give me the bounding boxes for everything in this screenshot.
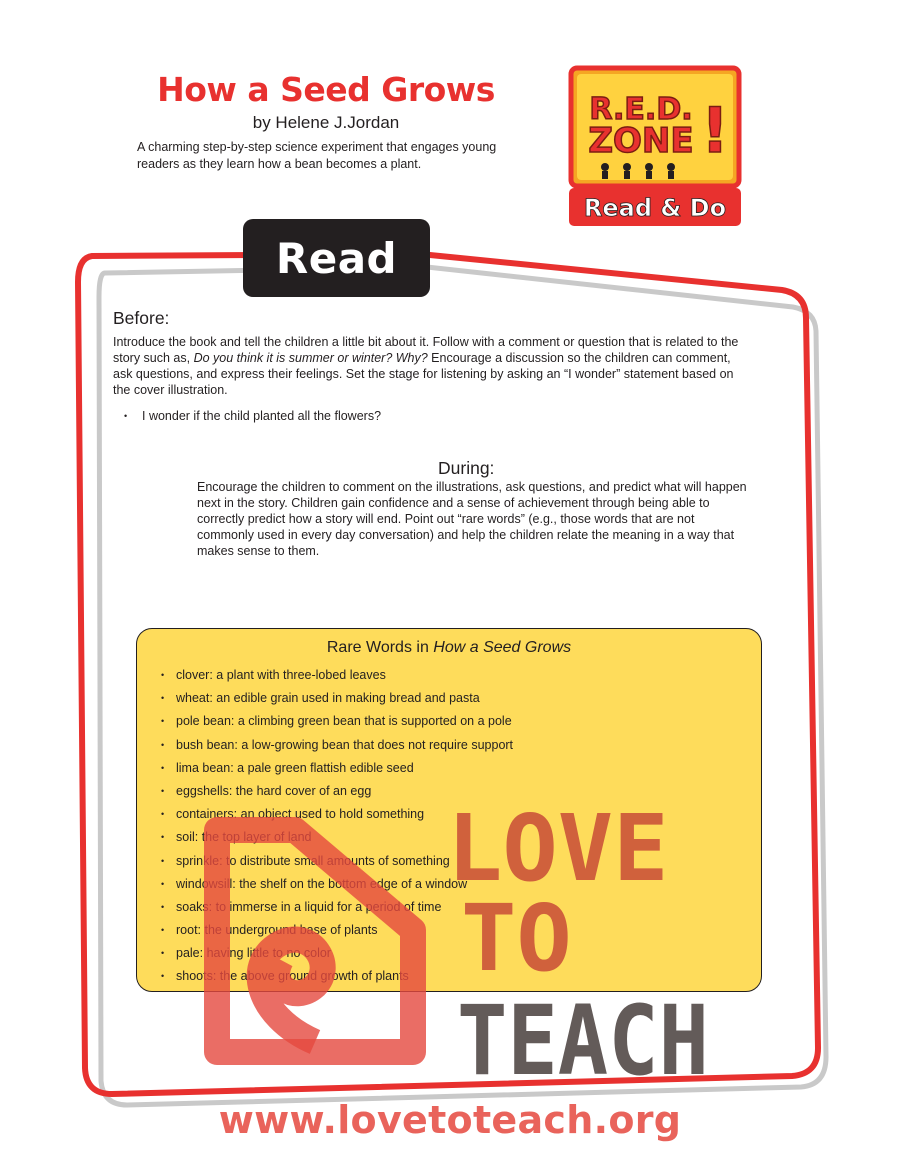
logo-red-text: R.E.D.	[589, 92, 693, 127]
rare-title-prefix: Rare Words in	[326, 639, 434, 656]
before-bullet-text: I wonder if the child planted all the flowers?	[142, 409, 382, 423]
rare-word-text: shoots: the above ground growth of plants	[176, 969, 409, 984]
watermark-to: TO	[461, 885, 572, 992]
bullet-dot-icon: •	[161, 925, 165, 936]
rare-word-text: bush bean: a low-growing bean that does not require support	[176, 737, 514, 752]
bullet-dot-icon: •	[124, 411, 128, 421]
bullet-dot-icon: •	[161, 855, 165, 866]
bullet-dot-icon: •	[161, 716, 165, 727]
rare-word-text: eggshells: the hard cover of an egg	[176, 783, 372, 798]
during-paragraph: Encourage the children to comment on the illustrations, ask questions, and predict what will happen next in the story. Children gain confidence and a sense of achievement through being able to correctly predict how a story will end. Point out “rare words” (e.g., those words that are not commonly used in every day conversation) and help the children relate the meaning in a way that makes sense to them.	[197, 480, 747, 558]
read-tab: Read	[243, 219, 430, 297]
watermark-teach: TEACH	[457, 985, 709, 1097]
rare-word-text: soil: the top layer of land	[176, 830, 312, 845]
logo-tagline: Read & Do	[583, 194, 727, 222]
rare-words-title	[137, 639, 761, 657]
author-line: by Helene J.Jordan	[252, 113, 400, 132]
rare-word-text: root: the underground base of plants	[176, 923, 378, 938]
bullet-dot-icon: •	[161, 693, 165, 704]
rare-word-text: wheat: an edible grain used in making bread and pasta	[176, 691, 480, 706]
rare-word-text: pale: having little to no color	[176, 946, 331, 961]
book-description: A charming step-by-step science experiment that engages young readers as they learn how a bean becomes a plant.	[137, 140, 497, 171]
bullet-dot-icon: •	[161, 832, 165, 843]
rare-word-text: lima bean: a pale green flattish edible seed	[176, 760, 414, 775]
before-bullet	[124, 409, 381, 423]
rare-title-italic: How a Seed Grows	[433, 639, 572, 656]
watermark-logo-icon	[217, 830, 413, 1052]
bullet-dot-icon: •	[161, 762, 165, 773]
before-text-2: Encourage a discussion so the children can comment, ask questions, and express their feelings. Set the stage for listening by asking an “I wonder” statement based on the cover illustration.	[113, 351, 734, 397]
list-item	[161, 687, 513, 710]
rare-word-text: containers: an object used to hold something	[176, 807, 425, 822]
bullet-dot-icon: •	[161, 878, 165, 889]
watermark-url: www.lovetoteach.org	[218, 1098, 682, 1142]
bullet-dot-icon: •	[161, 971, 165, 982]
bullet-dot-icon: •	[161, 901, 165, 912]
rare-word-text: windowsill: the shelf on the bottom edge of a window	[176, 876, 468, 891]
before-heading: Before:	[113, 308, 170, 328]
logo-exclaim: !	[700, 94, 730, 167]
logo-zone-text: ZONE	[588, 121, 694, 161]
red-zone-logo	[565, 64, 745, 228]
watermark-love: LOVE	[447, 795, 669, 902]
rare-word-text: sprinkle: to distribute small amounts of something	[176, 853, 450, 868]
list-item	[161, 664, 513, 687]
bullet-dot-icon: •	[161, 785, 165, 796]
before-paragraph	[113, 334, 753, 398]
rare-word-text: soaks: to immerse in a liquid for a period of time	[176, 899, 442, 914]
during-heading: During:	[438, 458, 495, 478]
before-text-italic: Do you think it is summer or winter? Why?	[193, 351, 428, 365]
list-item	[161, 757, 513, 780]
rare-word-text: pole bean: a climbing green bean that is supported on a pole	[176, 714, 512, 729]
page-title: How a Seed Grows	[157, 70, 495, 109]
bullet-dot-icon: •	[161, 739, 165, 750]
list-item	[161, 710, 513, 733]
rare-word-text: clover: a plant with three-lobed leaves	[176, 668, 386, 682]
bullet-dot-icon: •	[161, 809, 165, 820]
bullet-dot-icon: •	[161, 670, 165, 680]
love-to-teach-watermark	[195, 790, 715, 1097]
list-item	[161, 734, 513, 757]
before-text-1: Introduce the book and tell the children a little bit about it. Follow with a comment or question that is related to the story such as,	[113, 335, 739, 365]
bullet-dot-icon: •	[161, 948, 165, 959]
